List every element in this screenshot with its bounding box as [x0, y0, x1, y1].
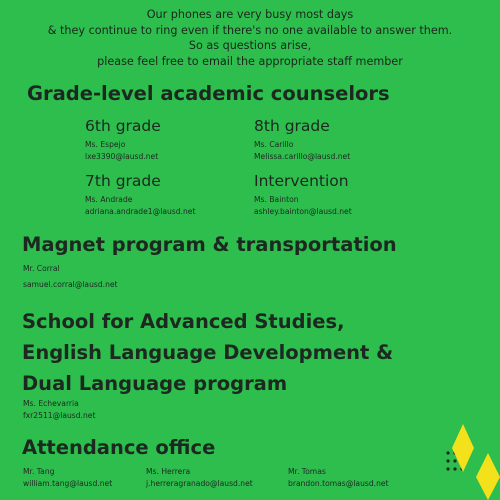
counselor-6th-grade — [85, 117, 161, 163]
yellow-diamond-icon — [430, 410, 500, 500]
counselor-name: Ms. Bainton — [254, 195, 299, 204]
magnet-contact-name: Mr. Corral — [23, 264, 60, 273]
staff-email[interactable]: brandon.tomas@lausd.net — [288, 479, 389, 488]
attendance-staff — [23, 466, 112, 490]
counselor-7th-grade — [85, 172, 195, 218]
counselor-email[interactable]: Melissa.carillo@lausd.net — [254, 152, 351, 161]
grade-title: Intervention — [254, 172, 349, 190]
intro-line: Our phones are very busy most days — [146, 8, 354, 21]
staff-email[interactable]: j.herreragranado@lausd.net — [146, 479, 253, 488]
counselor-name: Ms. Andrade — [85, 195, 133, 204]
intro-line: & they continue to ring even if there's no one available to answer them. — [47, 23, 453, 37]
counselor-email[interactable]: ashley.bainton@lausd.net — [254, 207, 352, 216]
magnet-contact-email[interactable]: samuel.corral@lausd.net — [23, 280, 118, 289]
grade-level-heading: Grade-level academic counselors — [27, 82, 390, 105]
attendance-heading: Attendance office — [22, 436, 216, 459]
heading-line: Dual Language program — [22, 372, 288, 395]
counselor-email[interactable]: adriana.andrade1@lausd.net — [85, 207, 196, 216]
counselor-email[interactable]: lxe3390@lausd.net — [85, 152, 159, 161]
counselor-intervention — [254, 172, 352, 218]
staff-email[interactable]: william.tang@lausd.net — [23, 479, 113, 488]
intro-line: So as questions arise, — [188, 39, 312, 53]
intro-message — [0, 7, 500, 69]
counselor-8th-grade — [254, 117, 350, 163]
grade-title: 8th grade — [254, 117, 330, 135]
heading-line: English Language Development & — [22, 341, 394, 364]
staff-name: Mr. Tomas — [288, 467, 326, 476]
magnet-heading: Magnet program & transportation — [22, 233, 397, 256]
school-contact-email[interactable]: fxr2511@lausd.net — [23, 411, 96, 420]
heading-line: School for Advanced Studies, — [22, 310, 345, 333]
staff-name: Ms. Herrera — [146, 467, 191, 476]
school-contact-name: Ms. Echevarria — [23, 399, 79, 408]
counselor-name: Ms. Carillo — [254, 140, 294, 149]
counselor-name: Ms. Espejo — [85, 140, 126, 149]
attendance-staff — [146, 466, 253, 490]
staff-name: Mr. Tang — [23, 467, 55, 476]
grade-title: 7th grade — [85, 172, 161, 190]
attendance-staff — [288, 466, 389, 490]
school-programs-heading — [22, 306, 393, 399]
intro-line: please feel free to email the appropriate staff member — [97, 54, 403, 68]
grade-title: 6th grade — [85, 117, 161, 135]
